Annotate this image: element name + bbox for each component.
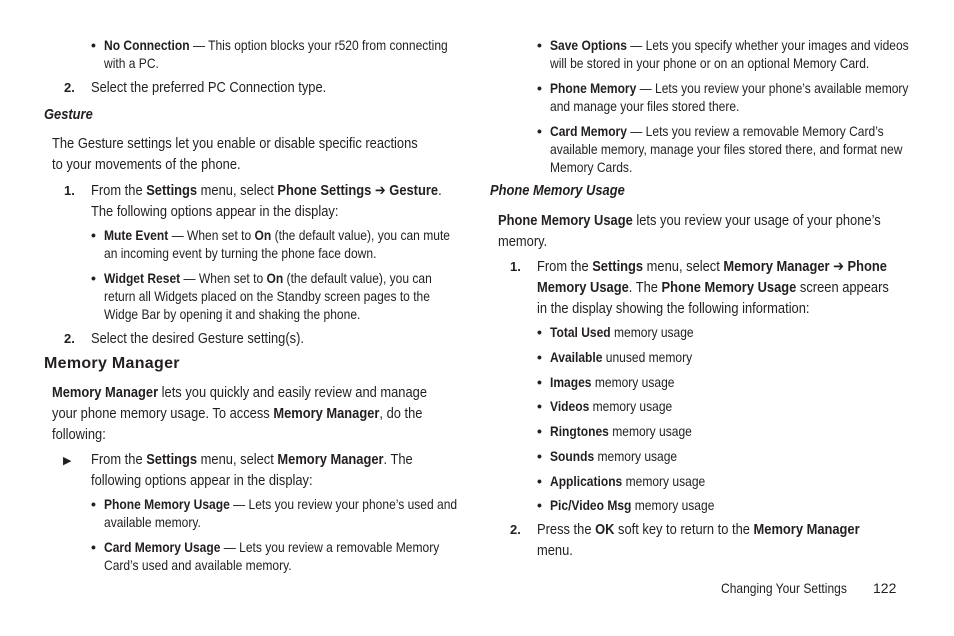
bullet-marker: • [537, 497, 542, 513]
memory-manager-intro-cont: your phone memory usage. To access Memory Manager, do the [52, 405, 423, 422]
phone-memory-usage-intro-cont: memory. [498, 233, 548, 250]
pmu-step-2: Press the OK soft key to return to the Memory Manager [537, 521, 860, 538]
info-item-ringtones: Ringtones memory usage [550, 423, 692, 439]
gesture-step-1-cont: The following options appear in the display: [91, 203, 339, 220]
bullet-marker: • [537, 80, 542, 96]
no-connection-bullet: No Connection — This option blocks your r520 from connecting [104, 37, 448, 53]
bullet-marker: • [91, 270, 96, 286]
mute-event-bullet-cont: an incoming event by turning the phone face down. [104, 245, 377, 261]
card-memory-bullet: Card Memory — Lets you review a removable Memory Card’s [550, 123, 884, 139]
step-number: 2. [64, 331, 75, 346]
save-options-bullet: Save Options — Lets you specify whether your images and videos [550, 37, 909, 53]
memory-manager-intro-cont: following: [52, 426, 106, 443]
footer-section-title: Changing Your Settings [721, 580, 847, 596]
gesture-intro-cont: to your movements of the phone. [52, 156, 241, 173]
bullet-marker: • [537, 448, 542, 464]
widget-reset-bullet: Widget Reset — When set to On (the default value), you can [104, 270, 432, 286]
gesture-step-1: From the Settings menu, select Phone Settings ➔ Gesture. [91, 182, 442, 199]
phone-memory-bullet: Phone Memory — Lets you review your phone’s available memory [550, 80, 909, 96]
page-number: 122 [873, 580, 897, 596]
mute-event-bullet: Mute Event — When set to On (the default value), you can mute [104, 227, 450, 243]
bullet-marker: • [537, 37, 542, 53]
card-memory-usage-bullet: Card Memory Usage — Lets you review a removable Memory [104, 539, 440, 555]
bullet-marker: • [537, 123, 542, 139]
phone-memory-usage-heading: Phone Memory Usage [490, 182, 625, 199]
memory-manager-heading: Memory Manager [44, 355, 180, 372]
pmu-step-1-cont: in the display showing the following information: [537, 300, 810, 317]
info-item-images: Images memory usage [550, 374, 675, 390]
step-number: 1. [510, 259, 521, 274]
step-number: 2. [510, 522, 521, 537]
widget-reset-bullet-cont: Widge Bar by opening it and shaking the phone. [104, 306, 361, 322]
card-memory-bullet-cont: available memory, manage your files stored there, and format new [550, 141, 903, 157]
step-number: 2. [64, 80, 75, 95]
widget-reset-bullet-cont: return all Widgets placed on the Standby screen pages to the [104, 288, 430, 304]
save-options-bullet-cont: will be stored in your phone or on an optional Memory Card. [550, 55, 870, 71]
card-memory-bullet-cont: Memory Cards. [550, 159, 633, 175]
memory-manager-step-cont: following options appear in the display: [91, 472, 313, 489]
step-text: Select the preferred PC Connection type. [91, 79, 327, 96]
bullet-term: No Connection [104, 37, 190, 53]
memory-manager-intro: Memory Manager lets you quickly and easily review and manage [52, 384, 428, 401]
bullet-marker: • [537, 423, 542, 439]
bullet-marker: • [91, 227, 96, 243]
bullet-marker: • [537, 374, 542, 390]
pmu-step-1-cont: Memory Usage. The Phone Memory Usage screen appears [537, 279, 889, 296]
pmu-step-2-cont: menu. [537, 542, 573, 559]
step-arrow-icon: ▶ [63, 455, 72, 467]
info-item-total-used: Total Used memory usage [550, 324, 694, 340]
phone-memory-usage-intro: Phone Memory Usage lets you review your usage of your phone’s [498, 212, 881, 229]
gesture-intro: The Gesture settings let you enable or disable specific reactions [52, 135, 418, 152]
phone-memory-usage-bullet: Phone Memory Usage — Lets you review your phone’s used and [104, 496, 458, 512]
pmu-step-1: From the Settings menu, select Memory Manager ➔ Phone [537, 258, 887, 275]
info-item-available: Available unused memory [550, 349, 693, 365]
phone-memory-usage-bullet-cont: available memory. [104, 514, 201, 530]
bullet-marker: • [537, 324, 542, 340]
info-item-pic-video-msg: Pic/Video Msg memory usage [550, 497, 715, 513]
no-connection-bullet-cont: with a PC. [104, 55, 159, 71]
step-number: 1. [64, 183, 75, 198]
gesture-step-2: Select the desired Gesture setting(s). [91, 330, 304, 347]
info-item-sounds: Sounds memory usage [550, 448, 678, 464]
gesture-heading: Gesture [44, 106, 93, 123]
phone-memory-bullet-cont: and manage your files stored there. [550, 98, 740, 114]
info-item-videos: Videos memory usage [550, 398, 673, 414]
bullet-marker: • [91, 539, 96, 555]
bullet-marker: • [537, 349, 542, 365]
bullet-marker: • [537, 398, 542, 414]
card-memory-usage-bullet-cont: Card’s used and available memory. [104, 557, 292, 573]
bullet-marker: • [537, 473, 542, 489]
info-item-applications: Applications memory usage [550, 473, 706, 489]
memory-manager-step: From the Settings menu, select Memory Manager. The [91, 451, 413, 468]
bullet-marker: • [91, 37, 96, 53]
bullet-marker: • [91, 496, 96, 512]
